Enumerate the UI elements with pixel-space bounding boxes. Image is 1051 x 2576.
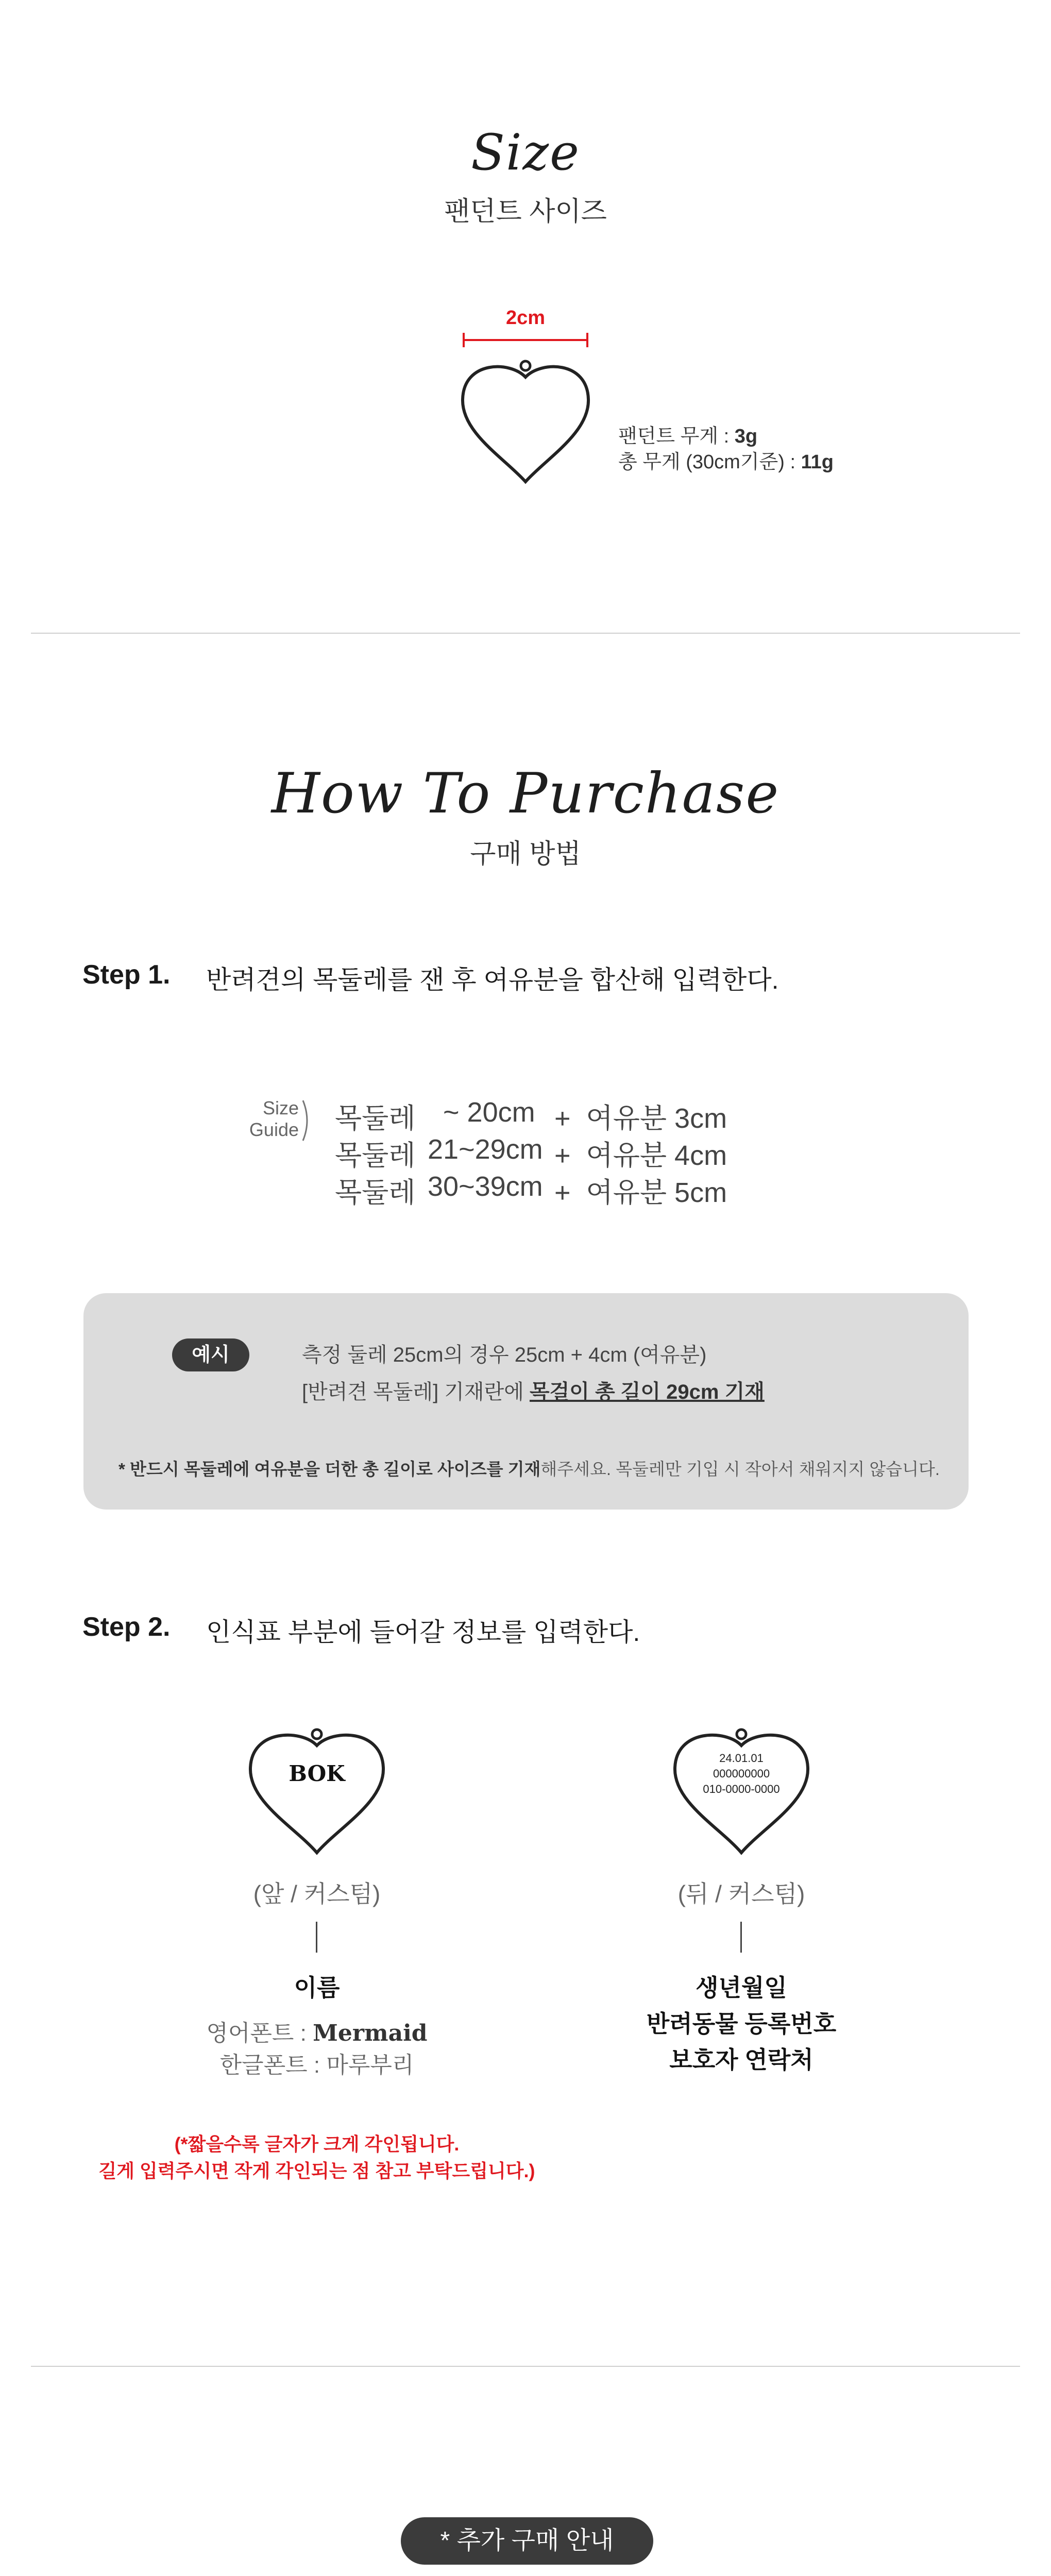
size-guide-bracket	[301, 1098, 313, 1143]
example-note-rest: 해주세요. 목둘레만 기입 시 작아서 채워지지 않습니다.	[540, 1460, 940, 1479]
dimension-line	[459, 330, 592, 350]
size-guide-row	[335, 1133, 416, 1173]
front-field: 이름	[294, 1974, 340, 2001]
pendant-weight-label: 팬던트 무게 :	[618, 426, 735, 447]
back-tag-line2: 000000000	[713, 1767, 770, 1780]
step1-label: Step 1.	[82, 960, 171, 990]
example-line1: 측정 둘레 25cm의 경우 25cm + 4cm (여유분)	[302, 1344, 707, 1366]
back-tag-line1: 24.01.01	[719, 1752, 764, 1765]
front-tag-text: BOK	[289, 1761, 345, 1786]
engraving-warning-line1: (*짧을수록 글자가 크게 각인됩니다.	[174, 2133, 460, 2155]
guide-row-name: 목둘레	[335, 1103, 416, 1134]
front-caption: (앞 / 커스텀)	[253, 1880, 381, 1907]
total-weight-value: 11g	[801, 451, 834, 473]
size-guide-label-line2: Guide	[249, 1119, 299, 1140]
size-guide-row	[335, 1171, 416, 1210]
divider-2	[31, 2366, 1020, 2367]
back-field-contact: 보호자 연락처	[669, 2046, 813, 2073]
size-guide-row	[335, 1096, 416, 1136]
dimension-label: 2cm	[505, 307, 546, 329]
size-guide-row-range: ~ 20cm	[443, 1097, 535, 1128]
front-font-en-label: 영어폰트 :	[206, 2021, 313, 2046]
back-field-birthday: 생년월일	[696, 1974, 787, 2001]
example-note-bold: * 반드시 목둘레에 여유분을 더한 총 길이로 사이즈를 기재	[118, 1460, 541, 1479]
front-font-kr	[196, 2046, 438, 2079]
purchase-subtitle: 구매 방법	[470, 839, 581, 869]
front-font-kr-label: 한글폰트 :	[219, 2053, 327, 2078]
example-line2-prefix: [반려견 목둘레] 기재란에	[302, 1381, 530, 1403]
front-font-en-value: Mermaid	[313, 2020, 428, 2046]
size-guide-label	[227, 1097, 299, 1141]
purchase-title: How To Purchase	[271, 761, 780, 826]
size-guide-row-range: 30~39cm	[428, 1171, 543, 1202]
total-weight-label: 총 무게 (30cm기준) :	[618, 451, 801, 473]
pendant-weight-value: 3g	[734, 426, 758, 447]
pendant-weight	[618, 420, 757, 448]
front-font-kr-value: 마루부리	[326, 2053, 414, 2078]
back-field-registration: 반려동물 등록번호	[646, 2010, 837, 2037]
size-title: Size	[471, 124, 580, 181]
back-tag-text	[667, 1751, 816, 1797]
front-font-en	[196, 2014, 438, 2047]
guide-row-name: 목둘레	[335, 1177, 416, 1208]
front-heart-tag-icon	[242, 1721, 392, 1860]
heart-pendant-icon	[453, 350, 598, 489]
size-guide-row-extra: + 여유분 4cm	[554, 1140, 727, 1171]
size-guide-row-extra: + 여유분 3cm	[554, 1103, 727, 1134]
engraving-warning-line2: 길게 입력주시면 작게 각인되는 점 참고 부탁드립니다.)	[98, 2160, 535, 2181]
size-guide-label-line1: Size	[262, 1097, 299, 1118]
step2-label: Step 2.	[82, 1612, 171, 1642]
back-caption: (뒤 / 커스텀)	[677, 1880, 805, 1907]
example-line2-emphasis: 목걸이 총 길이 29cm 기재	[529, 1381, 765, 1403]
example-note	[118, 1456, 940, 1480]
size-guide-row-range: 21~29cm	[428, 1134, 543, 1165]
example-badge: 예시	[172, 1338, 249, 1371]
total-weight	[618, 446, 834, 474]
step1-text: 반려견의 목둘레를 잰 후 여유분을 합산해 입력한다.	[206, 965, 779, 994]
back-connector	[740, 1922, 742, 1953]
size-guide-row-extra: + 여유분 5cm	[554, 1177, 727, 1208]
front-connector	[316, 1922, 317, 1953]
addon-badge: * 추가 구매 안내	[401, 2517, 653, 2565]
example-line2	[302, 1376, 765, 1405]
back-tag-line3: 010-0000-0000	[703, 1783, 780, 1795]
divider-1	[31, 633, 1020, 634]
step2-text: 인식표 부분에 들어갈 정보를 입력한다.	[206, 1618, 640, 1647]
size-subtitle: 팬던트 사이즈	[444, 197, 607, 227]
guide-row-name: 목둘레	[335, 1140, 416, 1171]
